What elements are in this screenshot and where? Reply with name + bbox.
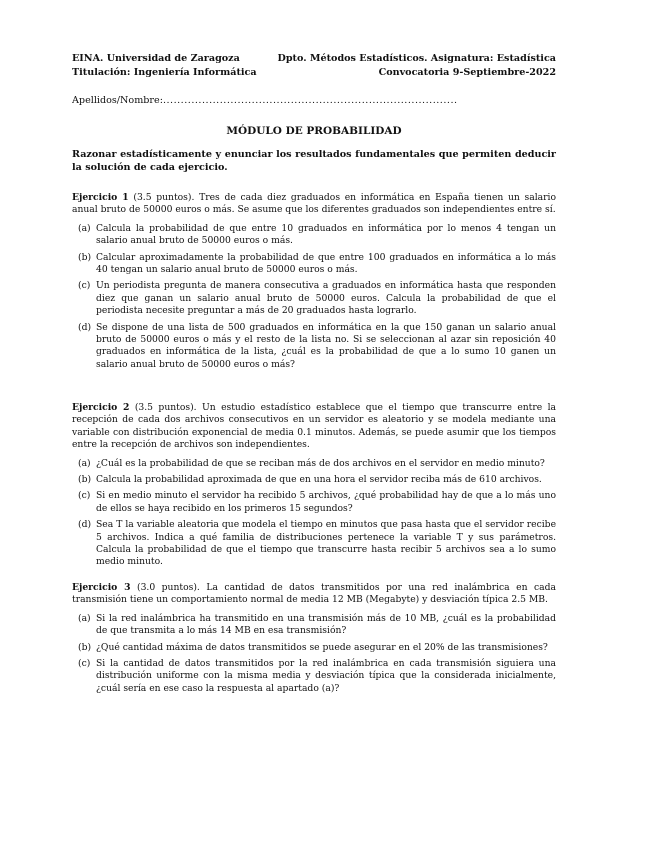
part-text: Si en medio minuto el servidor ha recibido 5 archivos, ¿qué probabilidad hay de que a lo más uno de ellos se haya recibido en los primeros 15 segundos? — [96, 490, 556, 514]
exercise-part — [72, 223, 556, 248]
part-text: Si la red inalámbrica ha transmitido en una transmisión más de 10 MB, ¿cuál es la probabilidad de que transmita a lo más 14 MB en esa transmisión? — [96, 612, 556, 637]
exercise-part — [72, 280, 556, 317]
exercise-intro — [72, 582, 556, 607]
part-label: (b) — [78, 641, 92, 653]
part-text: Sea T la variable aleatoria que modela el tiempo en minutos que pasa hasta que el servidor recibe 5 archivos. Indica a qué familia de distribuciones pertenece la variable T y sus parámetros. Calcula la probabilidad de que el tiempo que transcurre hasta recibir 5 archivos sea a lo sumo medio minuto. — [96, 519, 556, 568]
exercise-statement: La cantidad de datos transmitidos por una red inalámbrica en cada transmisión tiene un comportamiento normal de media 12 MB (Megabyte) y desviación típica 2.5 MB. — [72, 582, 556, 606]
exercise-statement: Un estudio estadístico establece que el tiempo que transcurre entre la recepción de cada dos archivos consecutivos en un servidor es aleatorio y se modela mediante una variable con distribución exponencial de media 0.1 minutos. Además, se puede asumir que los tiempos entre la recepción de archivos son independientes. — [72, 402, 557, 451]
part-text: Calcula la probabilidad aproximada de que en una hora el servidor reciba más de 610 archivos. — [96, 474, 542, 486]
part-label: (a) — [78, 222, 91, 234]
part-text: Calcular aproximadamente la probabilidad de que entre 100 graduados en informática a lo más 40 tengan un salario anual bruto de 50000 euros o más. — [96, 251, 556, 276]
part-label: (c) — [78, 658, 91, 670]
header — [72, 52, 556, 80]
exercise-heading: Ejercicio 3 — [72, 582, 131, 593]
page-title: MÓDULO DE PROBABILIDAD — [226, 125, 402, 137]
exercise-intro — [72, 402, 556, 452]
exercise-part — [72, 490, 556, 515]
part-label: (a) — [78, 457, 91, 469]
exercise-part — [72, 519, 556, 569]
exercise-points: (3.0 puntos). — [136, 582, 200, 593]
header-exam-date: Convocatoria 9-Septiembre-2022 — [378, 67, 556, 78]
part-label: (d) — [78, 519, 92, 531]
exercise-statement: Tres de cada diez graduados en informática en España tienen un salario anual bruto de 50000 euros o más. Se asume que los diferentes graduados son independientes entre sí. — [72, 192, 557, 216]
exercise-part — [72, 642, 556, 654]
header-university: EINA. Universidad de Zaragoza — [72, 53, 240, 64]
name-field-label: Apellidos/Nombre: — [72, 95, 163, 106]
part-text: Si la cantidad de datos transmitidos por la red inalámbrica en cada transmisión siguiera una distribución uniforme con la misma media y desviación típica que la considerada inicialmente, ¿cuál sería en ese caso la respuesta al apartado (a)? — [96, 658, 556, 694]
part-text: Calcula la probabilidad de que entre 10 graduados en informática por lo menos 4 tengan un salario anual bruto de 50000 euros o más. — [96, 222, 556, 247]
header-degree: Titulación: Ingeniería Informática — [72, 67, 257, 78]
exercise-heading: Ejercicio 2 — [72, 402, 130, 413]
exercise-parts — [72, 613, 556, 695]
exercise-3 — [72, 582, 556, 699]
exercise-points: (3.5 puntos). — [133, 192, 195, 203]
part-label: (d) — [78, 321, 92, 333]
exercise-part — [72, 658, 556, 695]
exercise-1 — [72, 192, 556, 375]
exercise-points: (3.5 puntos). — [134, 402, 197, 413]
exercise-part — [72, 322, 556, 372]
name-field-dots: ................................................................................... — [162, 95, 458, 106]
exercise-heading: Ejercicio 1 — [72, 192, 129, 203]
part-label: (c) — [78, 280, 91, 292]
exercise-parts — [72, 458, 556, 569]
instructions: Razonar estadísticamente y enunciar los resultados fundamentales que permiten deducir la solución de cada ejercicio. — [72, 149, 556, 173]
exercise-part — [72, 458, 556, 470]
part-text: ¿Cuál es la probabilidad de que se reciban más de dos archivos en el servidor en medio minuto? — [96, 457, 545, 469]
exercise-part — [72, 474, 556, 486]
exercise-part — [72, 252, 556, 277]
part-label: (b) — [78, 474, 92, 486]
exercise-part — [72, 613, 556, 638]
part-label: (a) — [78, 612, 91, 624]
header-department: Dpto. Métodos Estadísticos. Asignatura: Estadística — [277, 53, 556, 64]
part-text: Un periodista pregunta de manera consecutiva a graduados en informática hasta que responden diez que ganan un salario anual bruto de 50000 euros. Calcula la probabilidad de que el periodista necesite preguntar a más de 20 graduados hasta lograrlo. — [96, 280, 556, 317]
exercise-2 — [72, 402, 556, 573]
part-label: (b) — [78, 251, 92, 263]
part-text: ¿Qué cantidad máxima de datos transmitidos se puede asegurar en el 20% de las transmisiones? — [96, 641, 548, 653]
part-text: Se dispone de una lista de 500 graduados en informática en la que 150 ganan un salario anual bruto de 50000 euros o más y el resto de la lista no. Si se seleccionan al azar sin reposición 40 graduados en informática de la lista, ¿cuál es la probabilidad de que a lo sumo 10 ganen un salario anual bruto de 50000 euros o más? — [96, 321, 556, 370]
name-field — [72, 95, 556, 106]
exercise-parts — [72, 223, 556, 371]
exercise-intro — [72, 192, 556, 217]
part-label: (c) — [78, 490, 91, 502]
